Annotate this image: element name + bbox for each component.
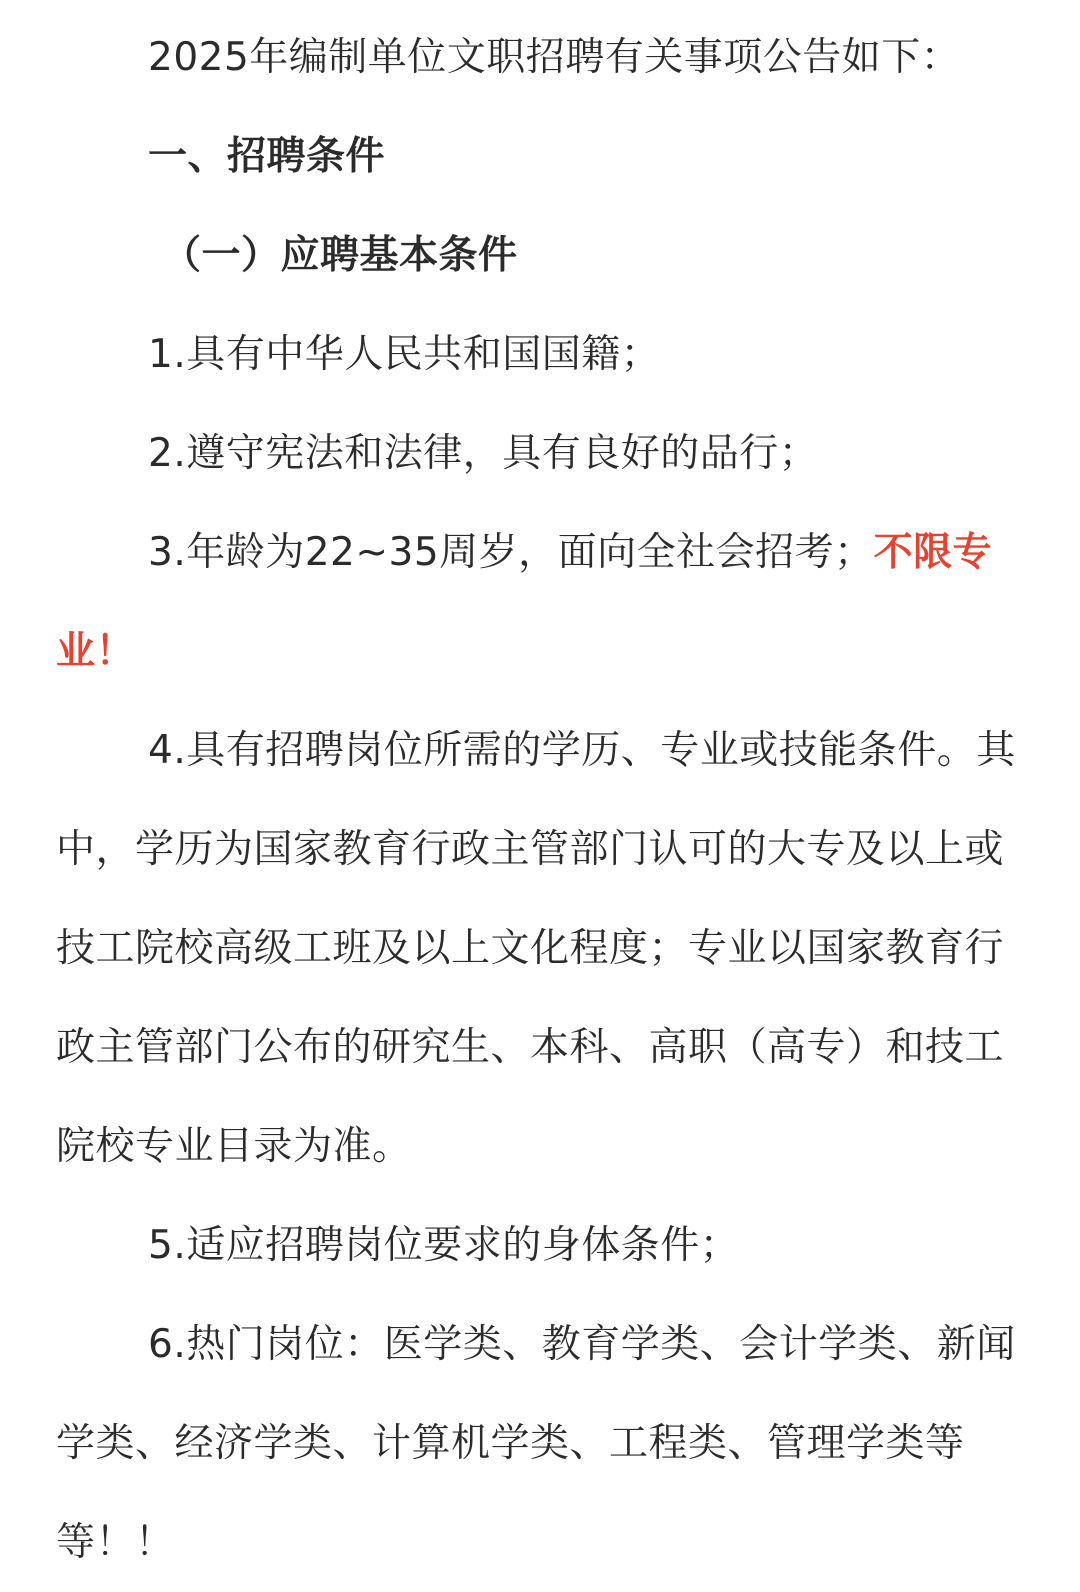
condition-item-4: 4.具有招聘岗位所需的学历、专业或技能条件。其中，学历为国家教育行政主管部门认可的大专及以上或技工院校高级工班及以上文化程度；专业以国家教育行政主管部门公布的研究生、本科、高职（高专）和技工院校专业目录为准。 [56,728,1016,1169]
subsection-title-basic-conditions: （一）应聘基本条件 [162,233,518,278]
condition-item-6-popular-positions: 6.热门岗位：医学类、教育学类、会计学类、新闻学类、经济学类、计算机学类、工程类、管理学类等等！！ [56,1322,1016,1565]
section-title-recruitment-conditions: 一、招聘条件 [148,134,386,179]
intro-paragraph: 2025年编制单位文职招聘有关事项公告如下： [148,35,961,80]
condition-item-1: 1.具有中华人民共和国国籍； [148,332,661,377]
condition-item-3 [56,503,1026,701]
condition-item-5: 5.适应招聘岗位要求的身体条件； [148,1223,740,1268]
no-major-limit-highlight: 不限专业！ [56,530,993,674]
condition-item-3-text: 3.年龄为22~35周岁，面向全社会招考； [148,530,874,575]
article-body [56,8,1026,1592]
condition-item-2: 2.遵守宪法和法律，具有良好的品行； [148,431,819,476]
